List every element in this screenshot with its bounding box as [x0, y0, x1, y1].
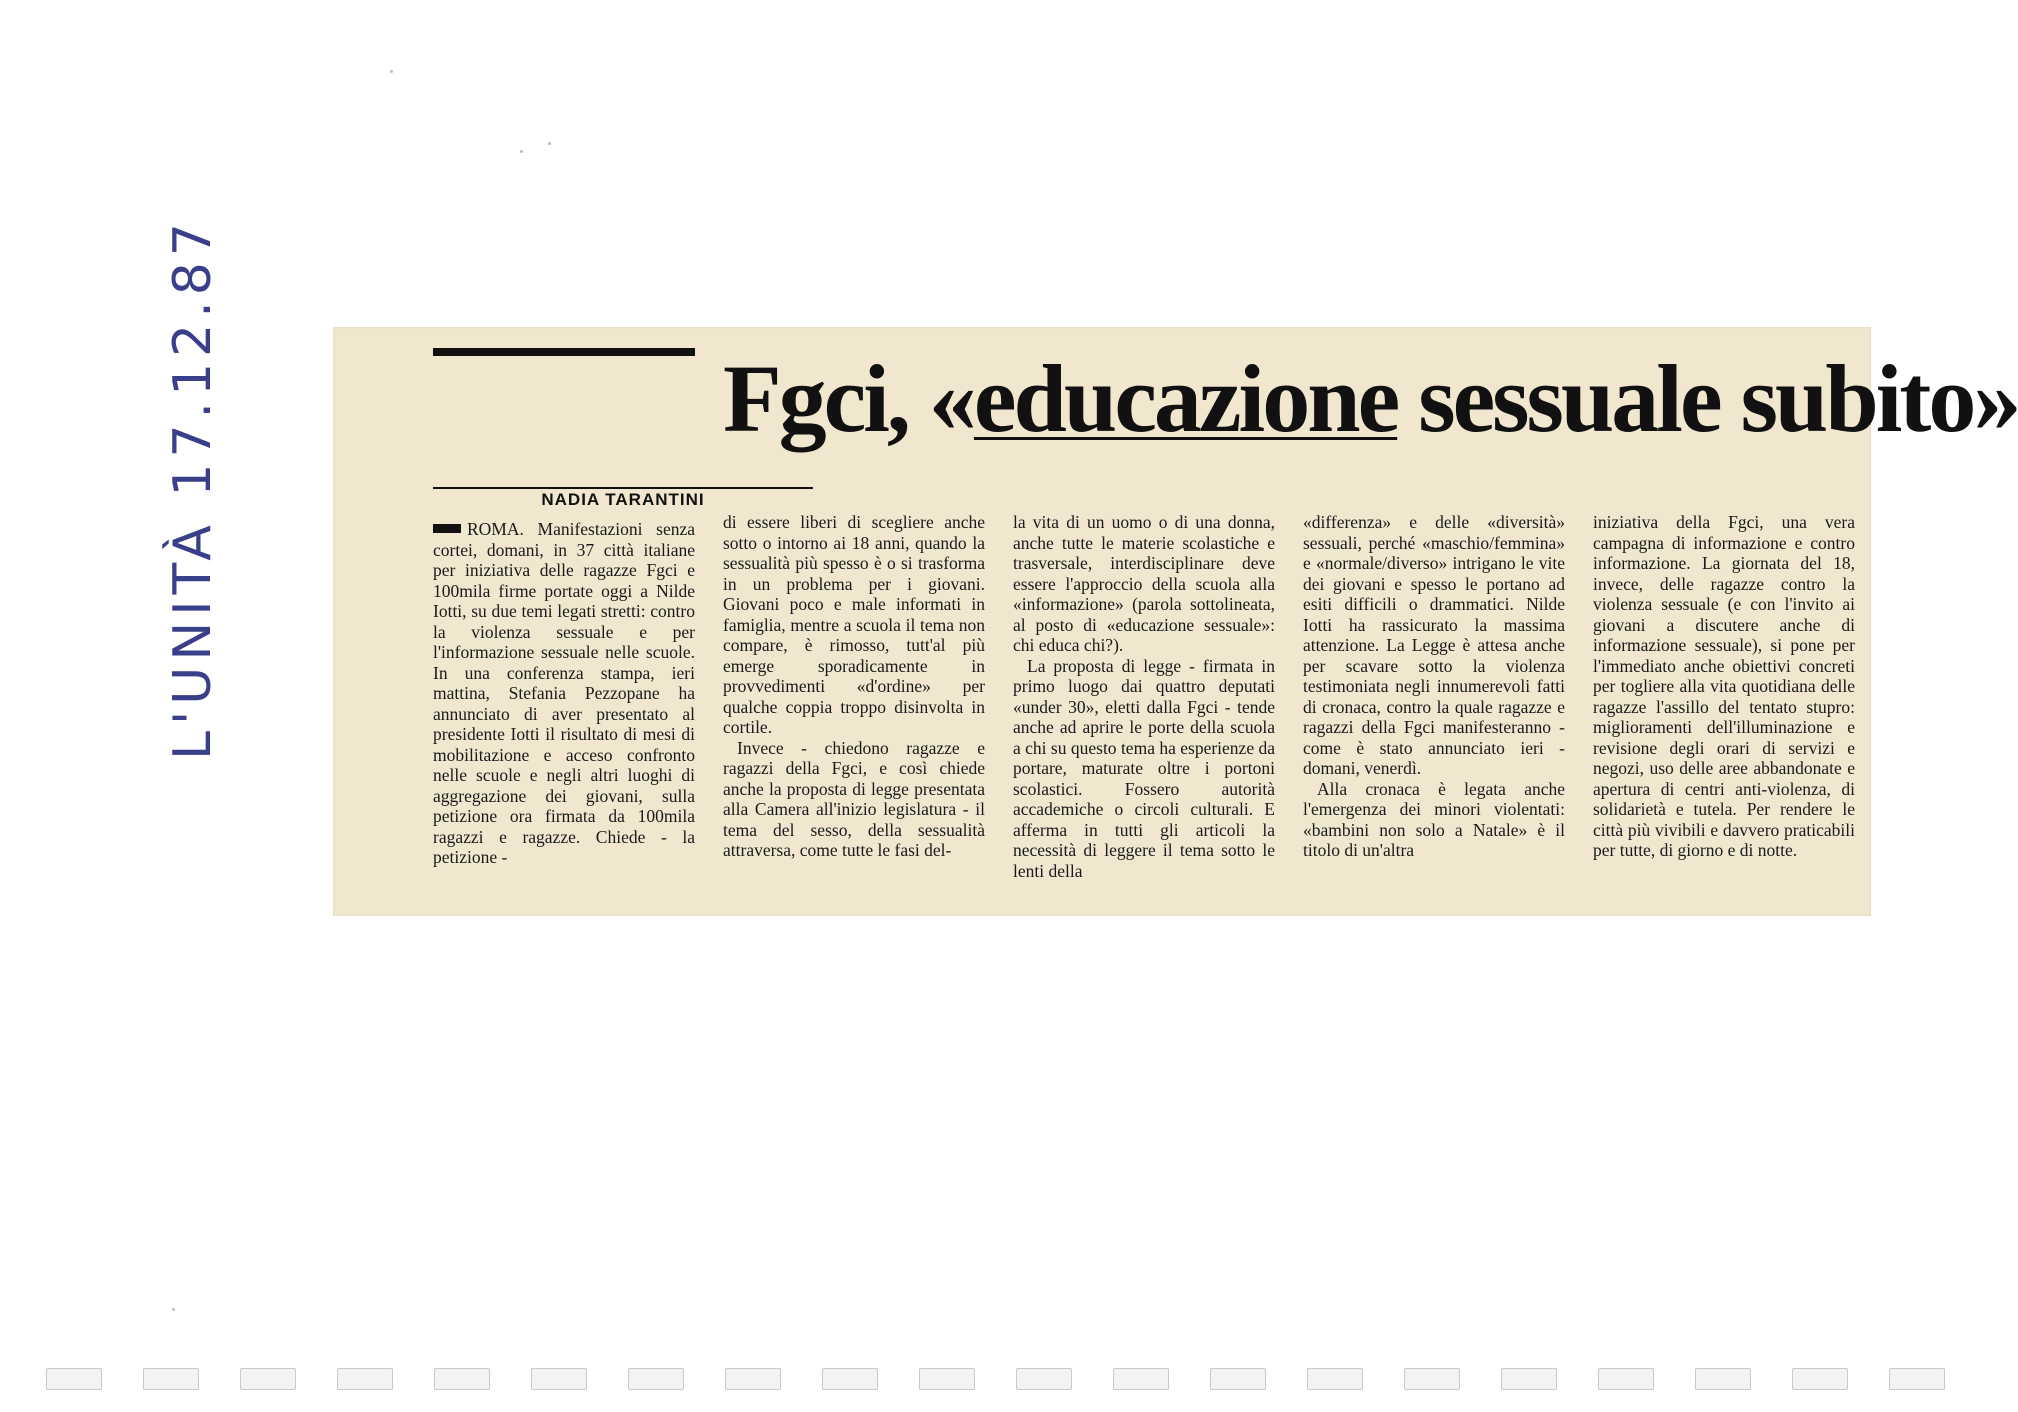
scanner-tab: [1210, 1368, 1266, 1390]
scan-speck: [548, 142, 551, 145]
scanner-tab: [1016, 1368, 1072, 1390]
scanner-tab: [1598, 1368, 1654, 1390]
scanner-tab: [822, 1368, 878, 1390]
scanner-tab: [46, 1368, 102, 1390]
article-column-5: [1593, 512, 1855, 861]
scan-speck: [390, 70, 393, 73]
column-1-paragraph-1: [433, 519, 695, 868]
column-1-text: ROMA. Manifestazioni senza cortei, domani, in 37 città italiane per iniziativa delle ragazze Fgci e 100mila firme portate oggi a Nilde Iotti, su due temi legati stretti: contro la violenza sessuale e per l'informazione sessuale nelle scuole. In una conferenza stampa, ieri mattina, Stefania Pezzopane ha annunciato di aver presentato al presidente Iotti il risultato di mesi di mobilitazione e acceso confronto nelle scuole e negli altri luoghi di aggregazione dei giovani, sulla petizione ora firmata da 100mila ragazzi e ragazze. Chiede - la petizione -: [433, 519, 695, 867]
handwriting-svg: [150, 217, 240, 760]
column-2-paragraph-2: Invece - chiedono ragazze e ragazzi della Fgci, e così chiede anche la proposta di legge presentata alla Camera all'inizio legislatura - il tema del sesso, della sessualità attraversa, come tutte le fasi del-: [723, 737, 985, 860]
section-marker: [433, 524, 461, 533]
column-4-paragraph-2: Alla cronaca è legata anche l'emergenza dei minori violentati: «bambini non solo a Natale» è il titolo di un'altra: [1303, 778, 1565, 860]
article-column-3: [1013, 512, 1275, 881]
scanner-tab: [337, 1368, 393, 1390]
scanner-tab: [1695, 1368, 1751, 1390]
article-column-2: [723, 512, 985, 861]
scan-speck: [520, 150, 523, 153]
scanner-tab: [1113, 1368, 1169, 1390]
scanner-tab: [1792, 1368, 1848, 1390]
headline-rule: [433, 348, 695, 356]
scanner-tab: [240, 1368, 296, 1390]
scanner-tab: [1501, 1368, 1557, 1390]
scanner-tab: [1889, 1368, 1945, 1390]
article-byline: NADIA TARANTINI: [541, 490, 705, 509]
scanner-tab: [725, 1368, 781, 1390]
handwritten-date-annotation: [150, 217, 240, 760]
scanner-tab: [919, 1368, 975, 1390]
handwriting-text: L'UNITÀ 17.12.87: [163, 217, 223, 760]
newspaper-clipping: [333, 327, 2018, 916]
scanner-tab: [143, 1368, 199, 1390]
scanner-tab: [628, 1368, 684, 1390]
scanner-tab: [434, 1368, 490, 1390]
article-column-1: [433, 519, 695, 868]
byline-rule: [433, 487, 813, 489]
scan-speck: [172, 1308, 175, 1311]
headline-suffix: sessuale subito»: [1397, 345, 2018, 452]
headline-prefix: Fgci, «: [723, 345, 974, 452]
article-headline: [723, 345, 2018, 453]
column-3-paragraph-2: La proposta di legge - firmata in primo luogo dai quattro deputati «under 30», eletti dalla Fgci - tende anche ad aprire le porte della scuola a chi su questo tema ha esperienze da portare, maturate oltre i portoni scolastici. Fossero autorità accademiche o circoli culturali. E afferma in tutti gli articoli la necessità di leggere il tema sotto le lenti della: [1013, 655, 1275, 881]
column-2-paragraph-1: di essere liberi di scegliere anche sotto o intorno ai 18 anni, quando la sessualità più spesso è o si trasforma in un problema per i giovani. Giovani poco e male informati in famiglia, mentre a scuola il tema non compare, è rimosso, tutt'al più emerge sporadicamente in provvedimenti «d'ordine» per qualche coppia troppo disinvolta in cortile.: [723, 512, 985, 737]
column-4-paragraph-1: «differenza» e delle «diversità» sessuali, perché «maschio/femmina» e «normale/diverso» intrigano le vite dei giovani e spesso le portano ad esiti difficili o drammatici. Nilde Iotti ha rassicurato la massima attenzione. La Legge è attesa anche per scavare sotto la violenza testimoniata negli innumerevoli fatti di cronaca, contro la quale ragazze e ragazzi della Fgci manifesteranno - come è stato annunciato ieri - domani, venerdì.: [1303, 512, 1565, 778]
column-3-paragraph-1: la vita di un uomo o di una donna, anche tutte le materie scolastiche e trasversale, interdisciplinare deve essere l'approccio della scuola alla «informazione» (parola sottolineata, al posto di «educazione sessuale»: chi educa chi?).: [1013, 512, 1275, 655]
scanner-tab: [531, 1368, 587, 1390]
column-5-paragraph-1: iniziativa della Fgci, una vera campagna di informazione e contro informazione. La giornata del 18, invece, delle ragazze contro la violenza sessuale (e con l'invito ai giovani a discutere anche di informazione sessuale), si pone per l'immediato anche obiettivi concreti per togliere alla vita quotidiana delle ragazze l'assillo del tentato stupro: miglioramenti dell'illuminazione e revisione degli orari di servizi e negozi, uso delle aree abbandonate e apertura di centri anti-violenza, di solidarietà e tutela. Per rendere le città più vivibili e davvero praticabili per tutte, di giorno e di notte.: [1593, 512, 1855, 860]
article-column-4: [1303, 512, 1565, 861]
scanner-tab: [1404, 1368, 1460, 1390]
headline-underlined: educazione: [973, 345, 1398, 452]
scanner-tab: [1307, 1368, 1363, 1390]
